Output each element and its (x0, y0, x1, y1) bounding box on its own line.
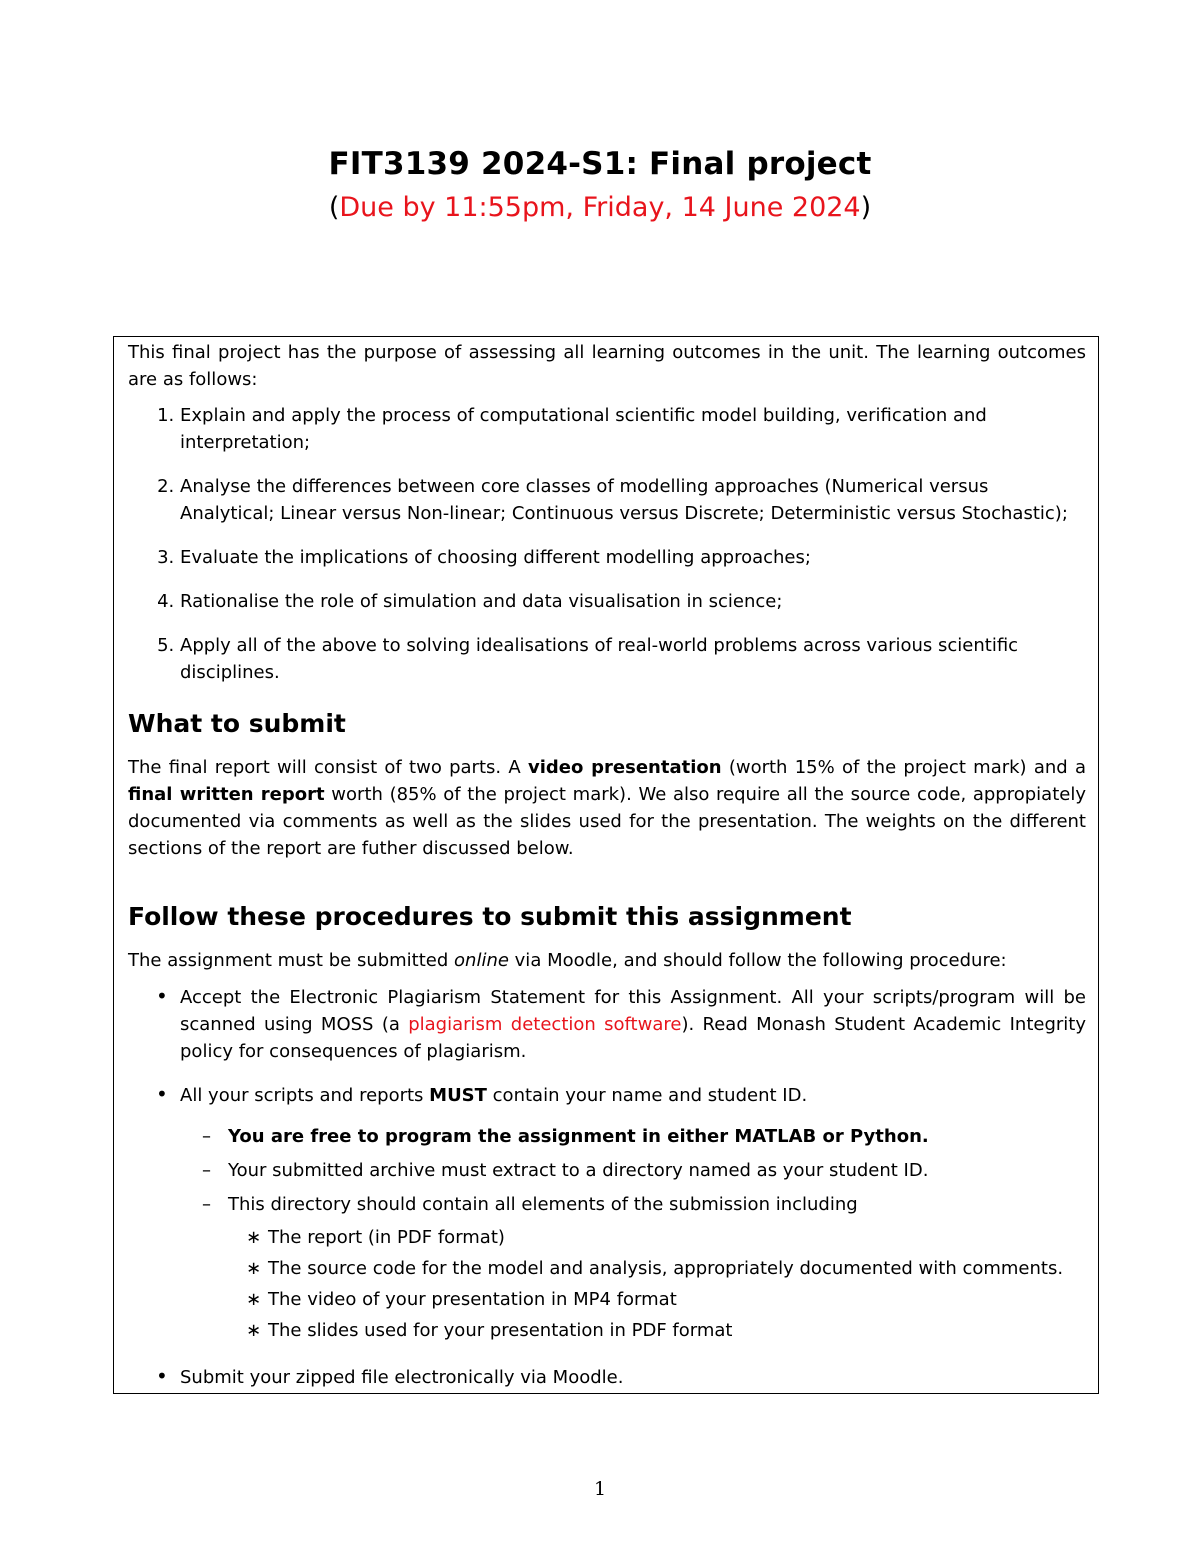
text-span: via Moodle, and should follow the following procedure: (508, 950, 1007, 971)
list-item: • Submit your zipped file electronically via Moodle. (180, 1364, 1086, 1391)
content-inner (128, 339, 1086, 1408)
bold-text: video presentation (527, 757, 722, 778)
list-item: – Your submitted archive must extract to a directory named as your student ID. (228, 1157, 1086, 1184)
list-item: 5. Apply all of the above to solving idealisations of real-world problems across various scientific disciplines. (180, 632, 1086, 686)
sub-list (180, 1123, 1086, 1344)
list-item (180, 984, 1086, 1065)
text-span: The final report will consist of two parts. A (128, 757, 528, 778)
plagiarism-software-link[interactable]: plagiarism detection software (408, 1014, 682, 1035)
list-item: ∗ The report (in PDF format) (268, 1224, 1086, 1251)
list-item: ∗ The video of your presentation in MP4 format (268, 1286, 1086, 1313)
procedures-heading: Follow these procedures to submit this assignment (128, 902, 852, 931)
learning-outcomes-list (128, 402, 1086, 686)
content-box (113, 336, 1099, 1394)
emphasis-text: online (454, 950, 509, 971)
list-item (180, 1082, 1086, 1344)
bold-text: MUST (429, 1085, 487, 1106)
list-item: 2. Analyse the differences between core classes of modelling approaches (Numerical versus Analytical; Linear versus Non-linear; Continuous versus Discrete; Deterministic versus Stochastic); (180, 473, 1086, 527)
close-paren: ) (860, 192, 872, 223)
due-date-line (0, 192, 1200, 223)
list-item (228, 1191, 1086, 1344)
bold-text: You are free to program the assignment in either MATLAB or Python. (228, 1126, 929, 1147)
open-paren: ( (328, 192, 340, 223)
sub-sub-list (228, 1224, 1086, 1344)
text-span: All your scripts and reports (180, 1085, 430, 1106)
intro-paragraph: This final project has the purpose of assessing all learning outcomes in the unit. The learning outcomes are as follows: (128, 342, 1086, 390)
text-span: This directory should contain all elements of the submission including (228, 1194, 858, 1215)
list-item: 3. Evaluate the implications of choosing different modelling approaches; (180, 544, 1086, 571)
what-to-submit-paragraph (128, 754, 1086, 862)
text-span: worth (85% of the project mark). We also require all the source code, appropiately documented via comments as well as the slides used for the presentation. The weights on the different sections of the report are futher discussed below. (128, 784, 1086, 859)
list-item: 1. Explain and apply the process of computational scientific model building, verification and interpretation; (180, 402, 1086, 456)
text-span: Accept the Electronic Plagiarism Statement for this Assignment. All your scripts/program will be scanned using MOSS (a (180, 987, 1086, 1035)
document-title: FIT3139 2024-S1: Final project (328, 146, 872, 182)
text-span: (worth 15% of the project mark) and a (721, 757, 1086, 778)
procedure-list (128, 984, 1086, 1391)
text-span: The assignment must be submitted (128, 950, 455, 971)
due-date: Due by 11:55pm, Friday, 14 June 2024 (339, 192, 861, 223)
list-item: ∗ The slides used for your presentation in PDF format (268, 1317, 1086, 1344)
bold-text: final written report (128, 784, 325, 805)
what-to-submit-heading: What to submit (128, 709, 346, 738)
text-span: contain your name and student ID. (486, 1085, 808, 1106)
list-item (228, 1123, 1086, 1150)
text-span: ). Read Monash Student Academic Integrity policy for consequences of plagiarism. (180, 1014, 1087, 1062)
procedures-intro (128, 947, 1086, 974)
list-item: 4. Rationalise the role of simulation and data visualisation in science; (180, 588, 1086, 615)
page-number: 1 (593, 1478, 607, 1500)
list-item: ∗ The source code for the model and analysis, appropriately documented with comments. (268, 1255, 1086, 1282)
